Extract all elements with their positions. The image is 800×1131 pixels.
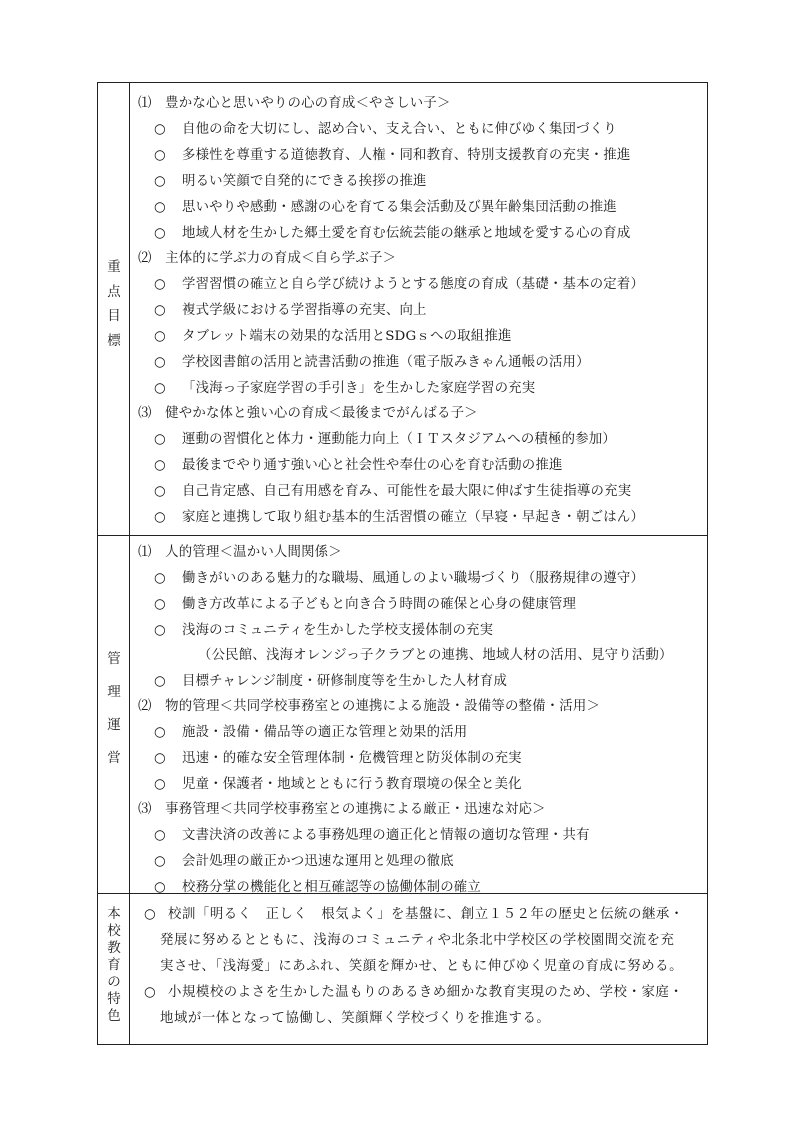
bullet-icon: ○ [154,200,166,215]
list-item: ○ 浅海のコミュニティを生かした学校支援体制の充実 [154,623,494,638]
feature-item: ○ 校訓「明るく 正しく 根気よく」を基盤に、創立１５２年の歴史と伝統の継承・ [144,907,684,922]
bullet-icon: ○ [144,907,157,922]
bullet-icon: ○ [154,571,166,586]
label-char: 特 [107,991,121,1007]
bullet-icon: ○ [154,148,166,163]
label-char: 校 [107,923,121,939]
label-char: の [107,974,121,990]
bullet-icon: ○ [154,751,166,766]
bullet-icon: ○ [154,226,166,241]
list-item: ○ 自己肯定感、自己有用感を育み、可能性を最大限に伸ばす生徒指導の充実 [154,484,632,499]
label-char: 運 [107,717,121,733]
list-item: ○ 目標チャレンジ制度・研修制度等を生かした人材育成 [154,674,508,689]
feature-item-continuation: 地域が一体となって協働し、笑顔輝く学校づくりを推進する。 [160,1011,551,1026]
section-management [98,536,707,894]
bullet-icon: ○ [154,777,166,792]
list-item: ○ 「浅海っ子家庭学習の手引き」を生かした家庭学習の充実 [154,381,536,396]
bullet-icon: ○ [154,174,166,189]
bullet-icon: ○ [144,985,157,1000]
list-item: ○ 家庭と連携して取り組む基本的生活習慣の確立（早寝・早起き・朝ごはん） [154,510,645,525]
label-char: 育 [107,957,121,973]
list-item: ○ 迅速・的確な安全管理体制・危機管理と防災体制の充実 [154,751,522,766]
label-char: 重 [107,259,121,275]
list-item: ○ 学習習慣の確立と自ら学び続けようとする態度の育成（基礎・基本の定着） [154,277,645,292]
bullet-icon: ○ [154,725,166,740]
section-features [98,894,707,1044]
list-item: ○ 最後までやり通す強い心と社会性や奉仕の心を育む活動の推進 [154,458,563,473]
bullet-icon: ○ [154,597,166,612]
list-item: ○ 校務分掌の機能化と相互確認等の協働体制の確立 [154,880,481,895]
feature-item-continuation: 発展に努めるとともに、浅海のコミュニティや北条北中学校区の学校園間交流を充 [160,933,675,948]
school-plan-table [97,82,708,1045]
list-item: ○ 文書決済の改善による事務処理の適正化と情報の適切な管理・共有 [154,828,590,843]
bullet-icon: ○ [154,880,166,895]
group-heading: ⑵ 物的管理＜共同学校事務室との連携による施設・設備等の整備・活用＞ [138,699,601,714]
label-char: 教 [107,940,121,956]
bullet-icon: ○ [154,510,166,525]
list-item: ○ 児童・保護者・地域とともに行う教育環境の保全と美化 [154,777,522,792]
bullet-icon: ○ [154,277,166,292]
list-item: ○ 自他の命を大切にし、認め合い、支え合い、ともに伸びゆく集団づくり [154,122,617,137]
group-heading: ⑴ 人的管理＜温かい人間関係＞ [138,545,342,560]
list-item: ○ 多様性を尊重する道徳教育、人権・同和教育、特別支援教育の充実・推進 [154,148,631,163]
label-char: 目 [107,308,121,324]
section-label-management [98,536,130,893]
feature-item-continuation: 実させ、「浅海愛」にあふれ、笑顔を輝かせ、ともに伸びゆく児童の育成に努める。 [160,959,684,974]
bullet-icon: ○ [154,432,166,447]
list-item: ○ タブレット端末の効果的な活用とSDGｓへの取組推進 [154,329,512,344]
list-item: ○ 複式学級における学習指導の充実、向上 [154,303,427,318]
section-label-goals [98,83,130,535]
goals-content [138,83,703,535]
section-label-features [98,894,130,1044]
group-heading: ⑶ 健やかな体と強い心の育成＜最後までがんばる子＞ [138,406,478,421]
features-content [138,894,703,1044]
group-heading: ⑶ 事務管理＜共同学校事務室との連携による厳正・迅速な対応＞ [138,802,546,817]
bullet-icon: ○ [154,122,166,137]
list-item: ○ 学校図書館の活用と読書活動の推進（電子版みきゃん通帳の活用） [154,355,590,370]
list-item: ○ 働き方改革による子どもと向き合う時間の確保と心身の健康管理 [154,597,577,612]
list-item: ○ 明るい笑顔で自発的にできる挨拶の推進 [154,174,427,189]
bullet-icon: ○ [154,381,166,396]
bullet-icon: ○ [154,674,166,689]
list-item: ○ 働きがいのある魅力的な職場、風通しのよい職場づくり（服務規律の遵守） [154,571,645,586]
list-item: ○ 思いやりや感動・感謝の心を育てる集会活動及び異年齢集団活動の推進 [154,200,617,215]
bullet-icon: ○ [154,355,166,370]
group-heading: ⑴ 豊かな心と思いやりの心の育成＜やさしい子＞ [138,96,451,111]
list-item: ○ 運動の習慣化と体力・運動能力向上（ＩＴスタジアムへの積極的参加） [154,432,616,447]
list-item: ○ 会計処理の厳正かつ迅速な運用と処理の徹底 [154,854,454,869]
bullet-icon: ○ [154,458,166,473]
label-char: 管 [107,651,121,667]
label-char: 営 [107,750,121,766]
bullet-icon: ○ [154,303,166,318]
list-item: ○ 地域人材を生かした郷土愛を育む伝統芸能の継承と地域を愛する心の育成 [154,226,631,241]
feature-item: ○ 小規模校のよさを生かした温もりのあるきめ細かな教育実現のため、学校・家庭・ [144,985,684,1000]
label-char: 本 [107,906,121,922]
management-content [138,536,703,893]
list-item: ○ 施設・設備・備品等の適正な管理と効果的活用 [154,725,468,740]
list-item-continuation: （公民館、浅海オレンジっ子クラブとの連携、地域人材の活用、見守り活動） [198,648,673,663]
label-char: 標 [107,332,121,349]
label-char: 点 [107,283,121,300]
bullet-icon: ○ [154,828,166,843]
bullet-icon: ○ [154,329,166,344]
bullet-icon: ○ [154,623,166,638]
section-goals [98,83,707,536]
group-heading: ⑵ 主体的に学ぶ力の育成＜自ら学ぶ子＞ [138,251,397,266]
bullet-icon: ○ [154,854,166,869]
label-char: 理 [107,684,121,700]
label-char: 色 [107,1008,121,1024]
bullet-icon: ○ [154,484,166,499]
